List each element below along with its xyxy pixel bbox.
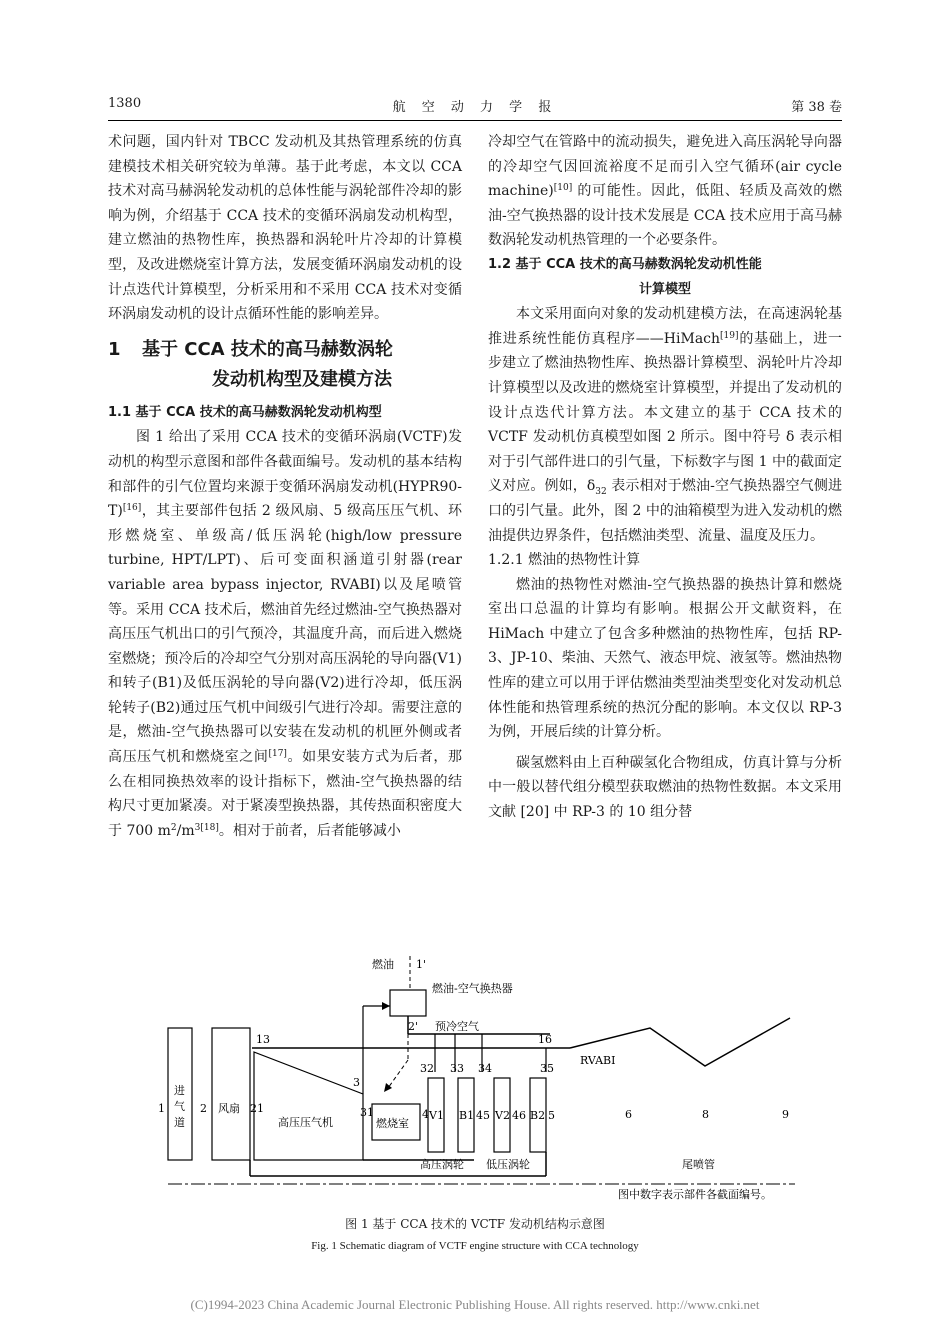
hpc-shape: [254, 1052, 363, 1160]
text-run: 表示相对于燃油-空气换热器空气侧进口的引气量。此外，图 2 中的油箱模型为进入发动机的燃油提供边界条件，包括燃油类型、流量、温度及压力。: [488, 478, 842, 544]
station-label: 3: [353, 1076, 360, 1089]
v1-label: V1: [429, 1109, 444, 1122]
section-heading-1-1: 1.1 基于 CCA 技术的高马赫数涡轮发动机构型: [108, 404, 382, 420]
figure-note: 图中数字表示部件各截面编号。: [618, 1188, 772, 1201]
heat-exchanger-box: [390, 990, 426, 1016]
section-number: 1: [108, 338, 121, 360]
citation: 3[18]: [194, 822, 219, 833]
text-run: /m: [176, 822, 195, 839]
station-label: 34: [478, 1062, 492, 1075]
station-label: 9: [782, 1108, 789, 1121]
station-label: 8: [702, 1108, 709, 1121]
page-header: [108, 96, 842, 118]
station-label: 2: [200, 1102, 207, 1115]
citation: [17]: [268, 749, 287, 760]
hpc-label: 高压压气机: [278, 1116, 333, 1129]
text-run: 本文采用面向对象的发动机建模方法，在高速涡轮基推进系统性能仿真程序——HiMach: [488, 306, 842, 347]
engine-schematic: [150, 948, 800, 1203]
paragraph: [108, 425, 462, 843]
section-title-line1: 基于 CCA 技术的高马赫数涡轮: [142, 338, 393, 360]
superscript: 2: [170, 822, 177, 833]
station-label: 4: [422, 1108, 429, 1121]
fuel-to-combustor: [388, 1060, 408, 1088]
text-run: 。如果安装方式为后者，那么在相同换热效率的设计指标下，燃油-空气换热器的结构尺寸更加紧凑。对于紧凑型换热器，其传热面积密度大于 700 m: [108, 749, 463, 839]
fan-box: [212, 1028, 250, 1160]
station-label: 33: [450, 1062, 464, 1075]
station-label: 16: [538, 1033, 552, 1046]
left-column: [108, 130, 462, 843]
section-title-line2: 计算模型: [638, 281, 691, 297]
citation: [19]: [720, 330, 739, 341]
paragraph: [488, 130, 842, 253]
section-title-line2: 发动机构型及建模方法: [212, 368, 392, 390]
b2-label: B2: [530, 1109, 546, 1122]
figure-caption-cn: 图 1 基于 CCA 技术的 VCTF 发动机结构示意图: [345, 1217, 605, 1231]
citation: [16]: [122, 503, 142, 514]
inlet-label-char: 气: [174, 1100, 185, 1113]
hpt-label: 高压涡轮: [420, 1158, 464, 1171]
combustor-label: 燃烧室: [376, 1117, 409, 1130]
figure-caption-en: Fig. 1 Schematic diagram of VCTF engine structure with CCA technology: [311, 1240, 639, 1252]
precool-air-label: 预冷空气: [435, 1020, 479, 1033]
station-label: 21: [250, 1102, 264, 1115]
paragraph: 术问题，国内针对 TBCC 发动机及其热管理系统的仿真建模技术相关研究较为单薄。基于此考虑，本文以 CCA 技术对高马赫涡轮发动机的总体性能与涡轮部件冷却的影响为例，介绍基于 CCA 技术的变循环涡扇发动机构型，建立燃油的热物性库，换热器和涡轮叶片冷却的计算模型，及改进燃烧室计算方法，发展变循环涡扇发动机的设计点迭代计算模型，分析采用和不采用 CCA 技术对变循环涡扇发动机的设计点循环性能的影响差异。: [108, 134, 462, 323]
fan-label: 风扇: [218, 1102, 240, 1115]
station-label: 45: [476, 1109, 490, 1122]
section-heading-1-2-1: 1.2.1 燃油的热物性计算: [488, 552, 641, 569]
station-label: 1: [158, 1102, 165, 1115]
station-label: 5: [548, 1109, 555, 1122]
text-run: 。相对于前者，后者能够减小: [218, 822, 401, 839]
station-label: 46: [512, 1109, 526, 1122]
station-label: 6: [625, 1108, 632, 1121]
text-run: 图 1 给出了采用 CCA 技术的变循环涡扇(VCTF)发动机的构型示意图和部件各截面编号。发动机的基本结构和部件的引气位置均来源于变循环涡扇发动机(HYPR90-T): [108, 429, 462, 520]
lpt-label: 低压涡轮: [486, 1158, 530, 1171]
header-rule: [108, 120, 842, 121]
station-label: 32: [420, 1062, 434, 1075]
rvabi-label: RVABI: [580, 1054, 616, 1067]
text-run: 的基础上，进一步建立了燃油热物性库、换热器计算模型、涡轮叶片冷却计算模型以及改进的燃烧室计算模型，并提出了发动机的设计点迭代计算方法。本文建立的基于 CCA 技术的 VCTF 发动机仿真模型如图 2 所示。图中符号 δ 表示相对于引气部件进口的引气量，下标数字与图 1 中的截面定义对应。例如，δ: [488, 330, 842, 495]
station-label: 35: [540, 1062, 554, 1075]
journal-title: 航 空 动 力 学 报: [392, 100, 558, 115]
copyright-footer: (C)1994-2023 China Academic Journal Electronic Publishing House. All rights reserved. http://www.cnki.net: [190, 1297, 760, 1312]
station-label: 2': [408, 1020, 419, 1033]
right-column: [488, 130, 842, 825]
v2-label: V2: [495, 1109, 510, 1122]
paragraph: 燃油的热物性对燃油-空气换热器的换热计算和燃烧室出口总温的计算均有影响。根据公开文献资料，在 HiMach 中建立了包含多种燃油的热物性库，包括 RP-3、JP-10、柴油、天然气、液态甲烷、液氢等。燃油热物性库的建立可以用于评估燃油类型油类型变化对发动机总体性能和热管理系统的热沉分配的影响。本文仅以 RP-3 为例，开展后续的计算分析。: [488, 576, 842, 741]
text-run: ，其主要部件包括 2 级风扇、5 级高压压气机、环形燃烧室、单级高/低压涡轮(high/low pressure turbine, HPT/LPT)、后可变面积涵道引射器(rear variable area bypass injector, RVABI)以及尾喷管等。采用 CCA 技术后，燃油首先经过燃油-空气换热器对高压压气机出口的引气预冷，其温度升高，而后进入燃烧室燃烧；预冷后的冷却空气分别对高压涡轮的导向器(V1)和转子(B1)及低压涡轮的导向器(V2)进行冷却，低压涡轮转子(B2)通过压气机中间级引气进行冷却。需要注意的是，燃油-空气换热器可以安装在发动机的机匣外侧或者高压压气机和燃烧室之间: [108, 503, 462, 766]
citation: [10]: [553, 183, 573, 194]
subscript: 32: [595, 487, 607, 498]
paragraph: 碳氢燃料由上百种碳氢化合物组成，仿真计算与分析中一般以替代组分模型获取燃油的热物性数据。本文采用文献 [20] 中 RP-3 的 10 组分替: [488, 754, 842, 821]
fuel-label: 燃油: [372, 958, 394, 971]
page-number: 1380: [108, 96, 142, 111]
section-title-line1: 1.2 基于 CCA 技术的高马赫数涡轮发动机性能: [488, 256, 762, 272]
section-heading-1: [108, 335, 462, 395]
inlet-label-char: 道: [174, 1116, 185, 1129]
station-label: 13: [256, 1033, 270, 1046]
text-run: 冷却空气在管路中的流动损失，避免进入高压涡轮导向器的冷却空气因回流裕度不足而引入空气循环(air cycle machine): [488, 134, 842, 200]
section-heading-1-2: [488, 253, 842, 302]
nozzle-label: 尾喷管: [682, 1158, 715, 1171]
station-label: 31: [360, 1106, 374, 1119]
b1-label: B1: [459, 1109, 475, 1122]
text-run: 的可能性。因此，低阻、轻质及高效的燃油-空气换热器的设计技术发展是 CCA 技术应用于高马赫数涡轮发动机热管理的一个必要条件。: [488, 183, 842, 249]
arrow-head: [382, 1002, 390, 1010]
station-label: 1': [416, 958, 427, 971]
heat-exchanger-label: 燃油-空气换热器: [432, 982, 513, 995]
volume-label: 第 38 卷: [791, 100, 842, 115]
paragraph: [488, 302, 842, 548]
inlet-label-char: 进: [174, 1084, 185, 1097]
